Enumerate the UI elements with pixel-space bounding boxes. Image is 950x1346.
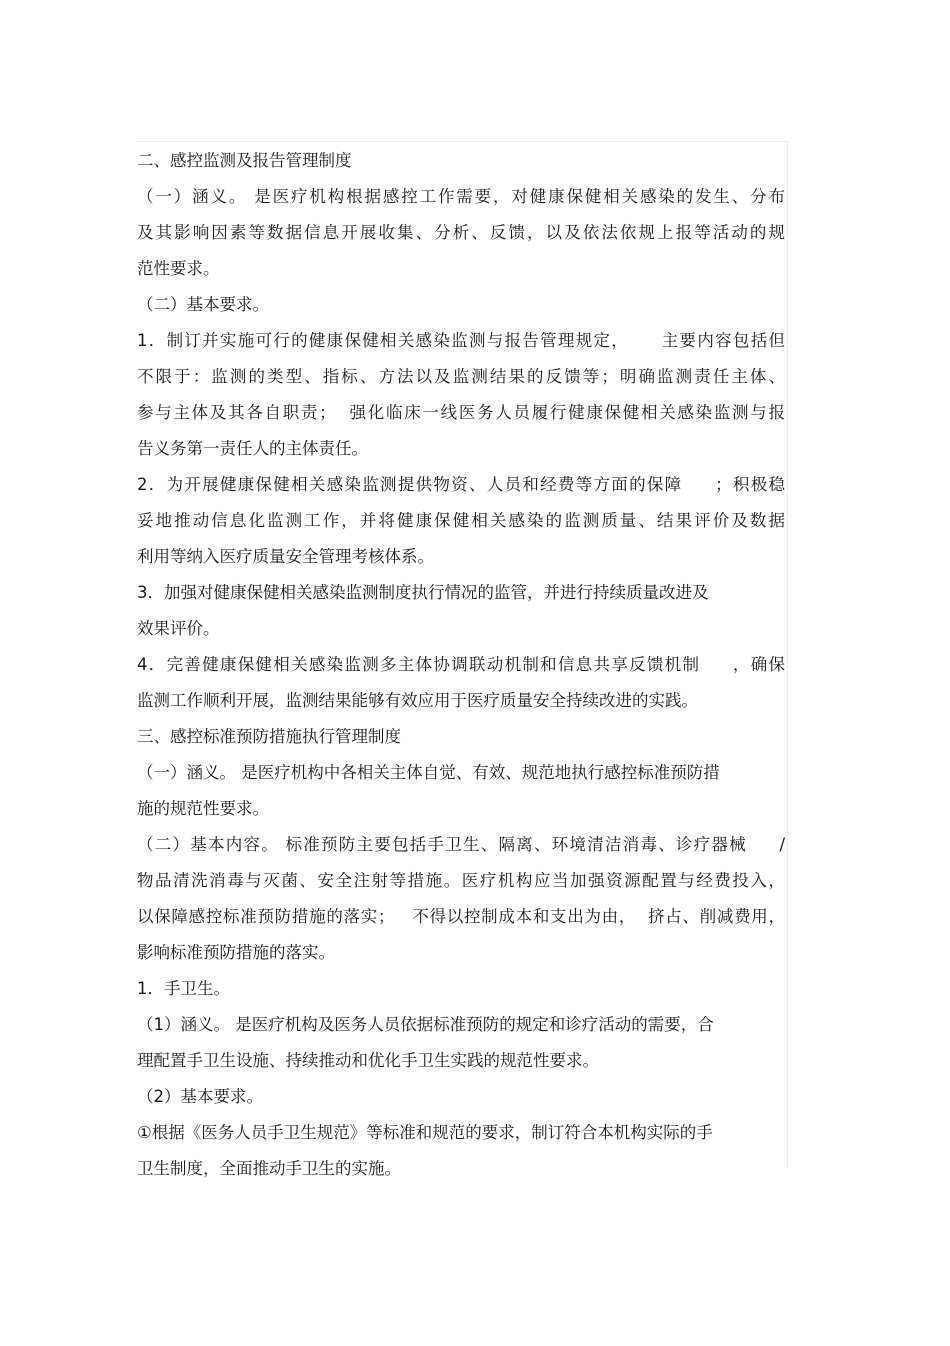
text-line: 影响标准预防措施的落实。 bbox=[137, 943, 335, 962]
text-line: 理配置手卫生设施、持续推动和优化手卫生实践的规范性要求。 bbox=[137, 1051, 599, 1070]
text-line: 监测工作顺利开展，监测结果能够有效应用于医疗质量安全持续改进的实践。 bbox=[137, 691, 698, 710]
text-line: 不限于：监测的类型、指标、方法以及监测结果的反馈等；明确监测责任主体、 bbox=[137, 367, 785, 386]
text-line: （二）基本内容。 标准预防主要包括手卫生、隔离、环境清洁消毒、诊疗器械 / bbox=[137, 835, 785, 854]
text-line: 告义务第一责任人的主体责任。 bbox=[137, 439, 368, 458]
text-line: 及其影响因素等数据信息开展收集、分析、反馈，以及依法依规上报等活动的规 bbox=[137, 223, 785, 242]
text-line: 4．完善健康保健相关感染监测多主体协调联动机制和信息共享反馈机制 ，确保 bbox=[137, 655, 785, 674]
text-line: （1）涵义。 是医疗机构及医务人员依据标准预防的规定和诊疗活动的需要，合 bbox=[137, 1015, 714, 1034]
text-line: 1．制订并实施可行的健康保健相关感染监测与报告管理规定， 主要内容包括但 bbox=[137, 331, 785, 350]
text-line: 参与主体及其各自职责； 强化临床一线医务人员履行健康保健相关感染监测与报 bbox=[137, 403, 785, 422]
text-line: 以保障感控标准预防措施的落实； 不得以控制成本和支出为由， 挤占、削减费用， bbox=[137, 907, 785, 926]
text-line: ①根据《医务人员手卫生规范》等标准和规范的要求，制订符合本机构实际的手 bbox=[137, 1123, 713, 1142]
text-line: 施的规范性要求。 bbox=[137, 799, 269, 818]
text-line: （一）涵义。 是医疗机构中各相关主体自觉、有效、规范地执行感控标准预防措 bbox=[137, 763, 720, 782]
text-line: （一）涵义。 是医疗机构根据感控工作需要，对健康保健相关感染的发生、分布 bbox=[137, 187, 785, 206]
text-line: 卫生制度，全面推动手卫生的实施。 bbox=[137, 1159, 401, 1178]
text-line: 妥地推动信息化监测工作，并将健康保健相关感染的监测质量、结果评价及数据 bbox=[137, 511, 785, 530]
text-line: 范性要求。 bbox=[137, 259, 220, 278]
subsection-heading: （二）基本要求。 bbox=[137, 295, 269, 314]
document-body bbox=[137, 143, 785, 1187]
text-line: 效果评价。 bbox=[137, 619, 220, 638]
text-line: 3．加强对健康保健相关感染监测制度执行情况的监管，并进行持续质量改进及 bbox=[137, 583, 709, 602]
section-heading: 二、感控监测及报告管理制度 bbox=[137, 151, 352, 170]
text-line: 利用等纳入医疗质量安全管理考核体系。 bbox=[137, 547, 434, 566]
text-line: 物品清洗消毒与灭菌、安全注射等措施。医疗机构应当加强资源配置与经费投入， bbox=[137, 871, 785, 890]
page-frame-right-border bbox=[787, 141, 788, 1169]
subsection-heading: （2）基本要求。 bbox=[137, 1087, 263, 1106]
item-heading: 1．手卫生。 bbox=[137, 979, 230, 998]
page-frame-top-border bbox=[136, 141, 788, 142]
text-line: 2．为开展健康保健相关感染监测提供物资、人员和经费等方面的保障 ；积极稳 bbox=[137, 475, 785, 494]
section-heading: 三、感控标准预防措施执行管理制度 bbox=[137, 727, 401, 746]
